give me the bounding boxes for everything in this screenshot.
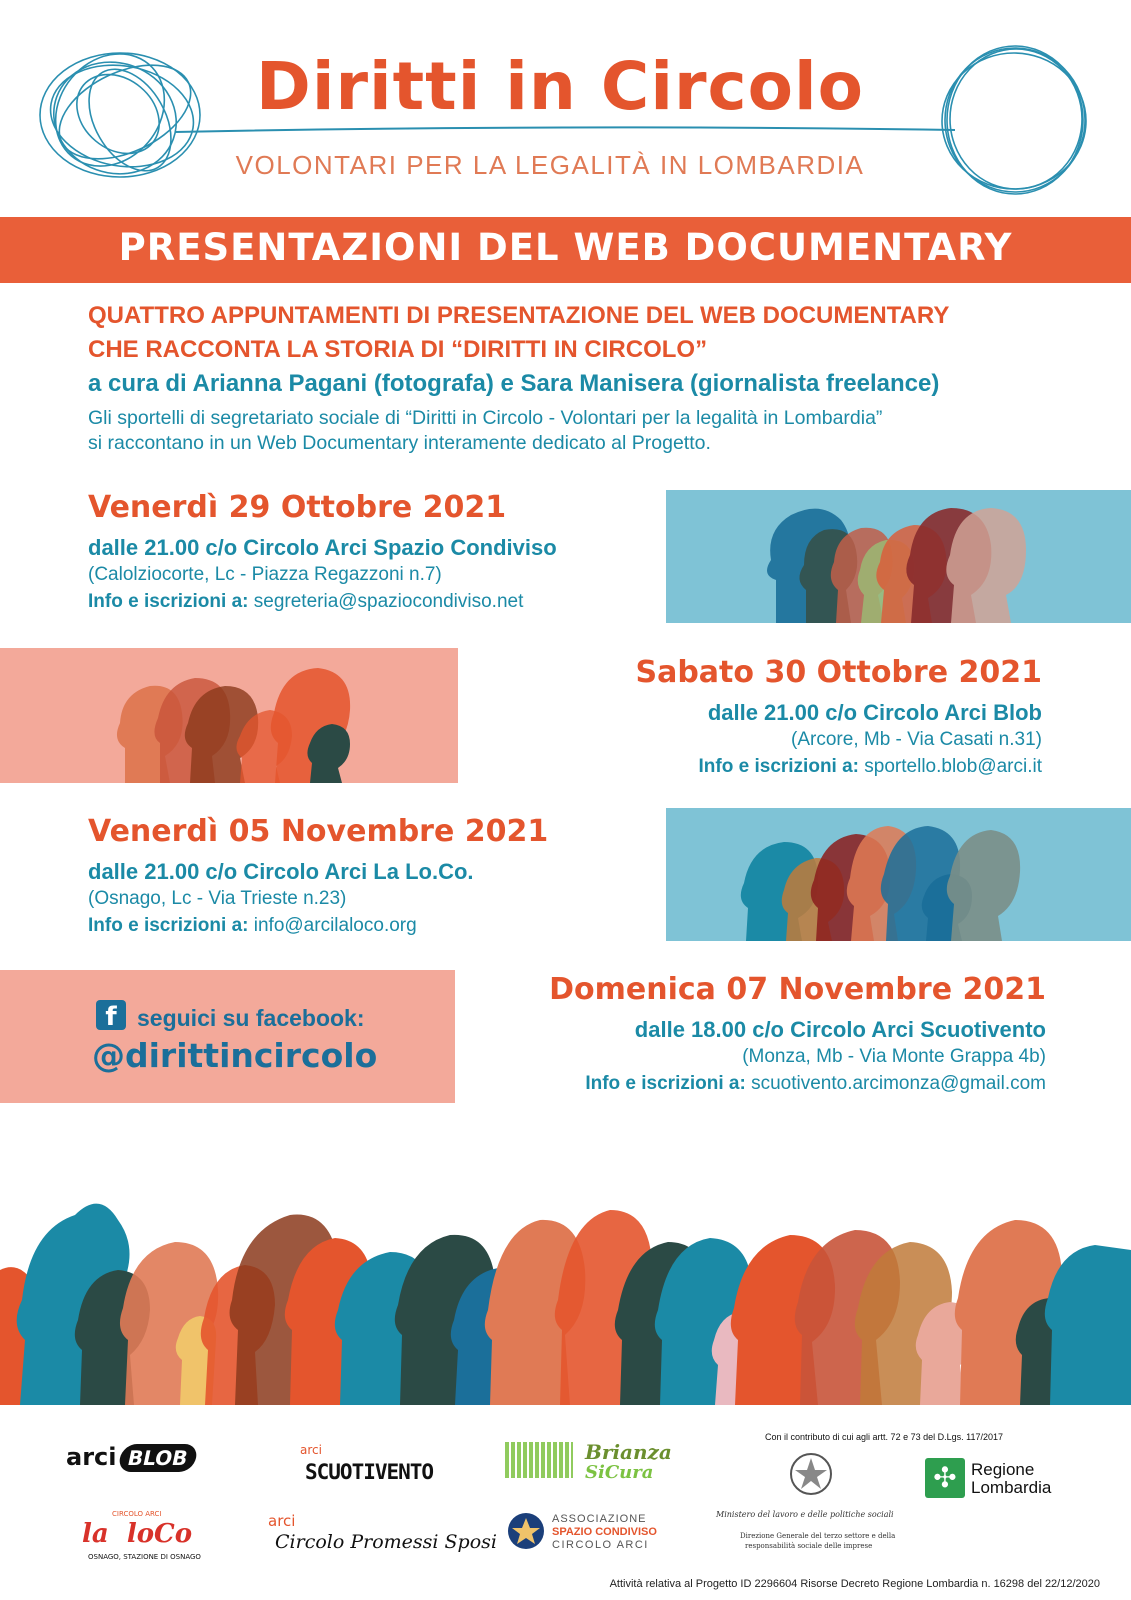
event-date: Venerdì 05 Novembre 2021 <box>88 814 549 849</box>
contributo-text: Con il contributo di cui agli artt. 72 e 73 del D.Lgs. 117/2017 <box>765 1432 1003 1442</box>
info-label: Info e iscrizioni a: <box>88 915 249 936</box>
event-info <box>88 591 523 613</box>
info-label: Info e iscrizioni a: <box>698 756 860 777</box>
logo-sicura: SiCura <box>585 1462 654 1483</box>
regione-lombardia-icon: ✣ <box>925 1458 965 1498</box>
page-title: Diritti in Circolo <box>256 48 864 125</box>
logo-regione: Regione <box>971 1460 1035 1479</box>
logo-laloco-top: CIRCOLO ARCI <box>112 1510 162 1518</box>
event-info <box>88 915 417 937</box>
event-email[interactable]: sportello.blob@arci.it <box>864 756 1042 777</box>
logo-laloco: la loCo <box>82 1519 193 1549</box>
event-address: (Monza, Mb - Via Monte Grappa 4b) <box>742 1046 1046 1067</box>
logo-arci-blob: arci <box>66 1443 117 1471</box>
intro-text-1: Gli sportelli di segretariato sociale di “Diritti in Circolo - Volontari per la legalità in Lombardia” <box>88 407 883 429</box>
silhouettes-crowd <box>0 1190 1131 1405</box>
intro-heading-2: CHE RACCONTA LA STORIA DI “DIRITTI IN CIRCOLO” <box>88 336 708 363</box>
intro-text-2: si raccontano in un Web Documentary interamente dedicato al Progetto. <box>88 432 711 454</box>
spazio-condiviso-icon <box>507 1512 545 1550</box>
intro-heading-1: QUATTRO APPUNTAMENTI DI PRESENTAZIONE DEL WEB DOCUMENTARY <box>88 302 950 329</box>
logo-promessi: Circolo Promessi Sposi <box>275 1531 497 1553</box>
logo-brianza-mark <box>505 1442 573 1478</box>
event-email[interactable]: scuotivento.arcimonza@gmail.com <box>751 1073 1046 1094</box>
logo-blob: BLOB <box>117 1444 198 1472</box>
intro-credits: a cura di Arianna Pagani (fotografa) e Sara Manisera (giornalista freelance) <box>88 370 940 397</box>
page-subtitle: VOLONTARI PER LA LEGALITÀ IN LOMBARDIA <box>235 150 865 180</box>
facebook-icon[interactable]: f <box>96 1000 126 1030</box>
event-info <box>699 756 1042 778</box>
banner-title: PRESENTAZIONI DEL WEB DOCUMENTARY <box>118 226 1013 269</box>
footer-note: Attività relativa al Progetto ID 2296604 Risorse Decreto Regione Lombardia n. 16298 del 22/12/2020 <box>609 1578 1100 1590</box>
logo-assoc-3: CIRCOLO ARCI <box>552 1539 649 1551</box>
event-address: (Calolziocorte, Lc - Piazza Regazzoni n.7) <box>88 564 442 585</box>
event-time: dalle 18.00 c/o Circolo Arci Scuotivento <box>634 1017 1046 1042</box>
logo-direzione-1: Direzione Generale del terzo settore e della <box>740 1532 896 1540</box>
facebook-label: seguici su facebook: <box>137 1005 365 1031</box>
event-time: dalle 21.00 c/o Circolo Arci Blob <box>707 700 1042 725</box>
logo-promessi-arci: arci <box>268 1512 296 1530</box>
logo-lombardia: Lombardia <box>971 1478 1052 1497</box>
logo-ministero: Ministero del lavoro e delle politiche sociali <box>716 1510 894 1519</box>
event-date: Sabato 30 Ottobre 2021 <box>635 655 1042 690</box>
logo-assoc-2: SPAZIO CONDIVISO <box>552 1526 657 1538</box>
event-time: dalle 21.00 c/o Circolo Arci La Lo.Co. <box>88 859 474 884</box>
event-address: (Arcore, Mb - Via Casati n.31) <box>791 729 1042 750</box>
info-label: Info e iscrizioni a: <box>88 591 249 612</box>
event-date: Venerdì 29 Ottobre 2021 <box>88 490 507 525</box>
logo-assoc-1: ASSOCIAZIONE <box>552 1513 647 1525</box>
silhouettes-image-2 <box>0 648 458 783</box>
event-time: dalle 21.00 c/o Circolo Arci Spazio Condiviso <box>88 535 557 560</box>
logo-arci-small: arci <box>300 1443 322 1457</box>
logo-scuotivento: SCUOTIVENTO <box>305 1460 434 1484</box>
event-email[interactable]: segreteria@spaziocondiviso.net <box>253 591 524 612</box>
info-label: Info e iscrizioni a: <box>585 1073 746 1094</box>
italy-emblem-icon <box>788 1450 834 1498</box>
silhouettes-image-3 <box>666 808 1131 941</box>
facebook-handle[interactable]: @dirittincircolo <box>92 1036 378 1075</box>
logo-laloco-sub: OSNAGO, STAZIONE DI OSNAGO <box>88 1553 201 1561</box>
event-date: Domenica 07 Novembre 2021 <box>549 972 1046 1007</box>
event-info <box>585 1073 1046 1095</box>
logo-direzione-2: responsabilità sociale delle imprese <box>745 1542 873 1550</box>
silhouettes-image-1 <box>666 490 1131 623</box>
event-address: (Osnago, Lc - Via Trieste n.23) <box>88 888 347 909</box>
logo-brianza: Brianza <box>585 1440 672 1464</box>
scribble-circle-right <box>930 40 1100 200</box>
event-email[interactable]: info@arcilaloco.org <box>253 915 417 936</box>
